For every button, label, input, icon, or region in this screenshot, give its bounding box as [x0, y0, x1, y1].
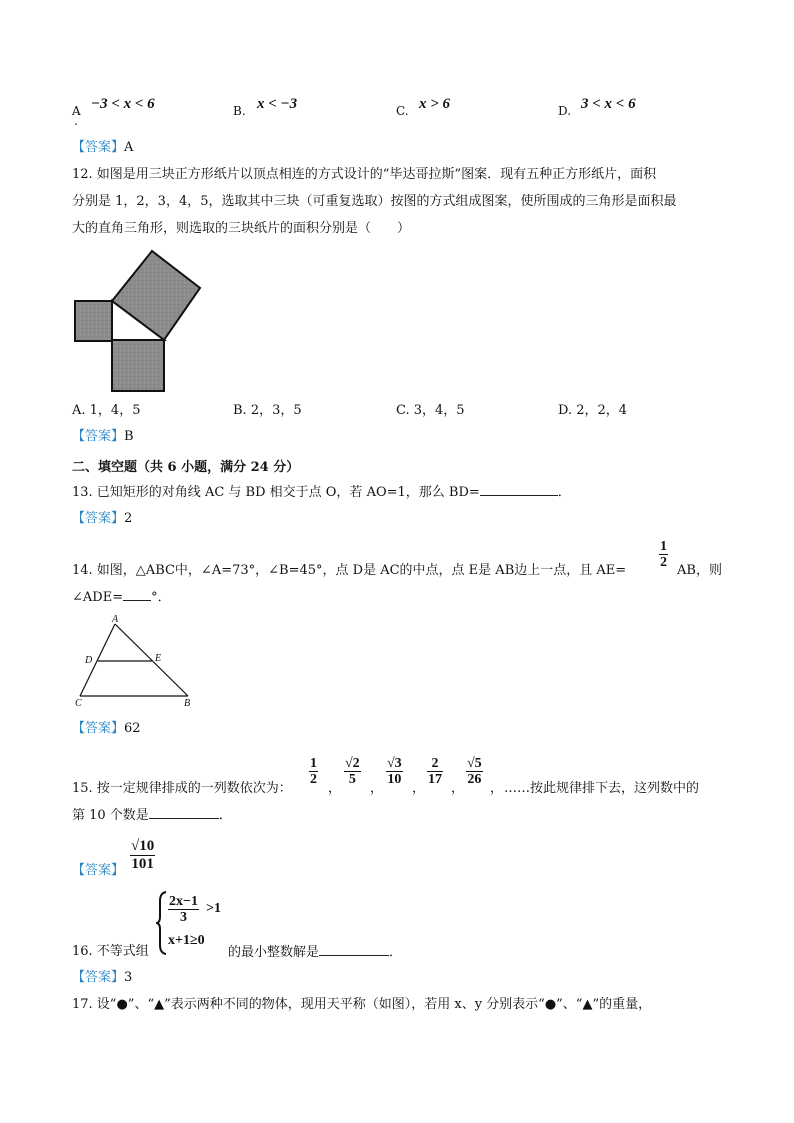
answer-tag: 【答案】 — [72, 140, 125, 155]
q15-fraction-5: $\frac{√5}{26}$ — [467, 756, 482, 787]
answer-tag: 【答案】 — [72, 721, 125, 736]
q12-line-1: 12. 如图是用三块正方形纸片以顶点相连的方式设计的“毕达哥拉斯”图案．现有五种正方形纸片，面积 — [72, 167, 657, 182]
q12-line-3: 大的直角三角形，则选取的三块纸片的面积分别是（ ） — [72, 221, 411, 236]
answer-tag: 【答案】 — [72, 511, 125, 526]
answer-value: B — [124, 429, 134, 444]
answer-value: 3 — [124, 970, 133, 985]
q11-option-b-expr: x < −3 — [257, 96, 298, 112]
q13-end: ． — [557, 485, 571, 500]
q13-answer — [72, 510, 132, 528]
q16-ineq-1-fraction: $\frac{2x-1}{3}$ — [169, 894, 198, 925]
figure-label-a: A — [112, 614, 119, 625]
q14-line-1-end: AB，则 — [677, 563, 722, 578]
small-square-left — [75, 301, 112, 341]
q11-option-d-expr: 3 < x < 6 — [581, 96, 636, 112]
figure-label-b: B — [184, 698, 191, 709]
q11-option-a-expr: −3 < x < 6 — [91, 96, 155, 112]
q16-ineq-2: x+1≥0 — [168, 933, 205, 948]
q14-answer — [72, 720, 141, 738]
q17-text: 17. 设“●”、“▲”表示两种不同的物体，现用天平称（如图），若用 x、y 分别表示“●”、“▲”的重量， — [72, 997, 652, 1012]
q16-tail — [228, 943, 402, 962]
q14-line-2-text: ∠ADE= — [72, 590, 124, 605]
q15-text: 15. 按一定规律排成的一列数依次为： — [72, 781, 292, 796]
q14-text: 14. 如图，△ABC中，∠A=73°，∠B=45°，点 D是 AC的中点，点 E是 AB边上一点，且 AE= — [72, 563, 627, 578]
q15-fraction-3: $\frac{√3}{10}$ — [387, 756, 402, 787]
answer-tag: 【答案】 — [72, 429, 125, 444]
figure-label-d: D — [85, 655, 93, 666]
q11-option-a-dot: . — [74, 114, 78, 128]
system-brace — [156, 891, 168, 955]
section-title: 二、填空题（共 6 小题，满分 24 分） — [72, 460, 300, 475]
q16-text: 16. 不等式组 — [72, 944, 149, 959]
q12-line-2: 分别是 1，2，3，4，5，选取其中三块（可重复选取）按图的方式组成图案，使所围成的三角形是面积最 — [72, 194, 677, 209]
q15-fraction-4: $\frac{2}{17}$ — [428, 756, 442, 787]
q15-sep: ， — [451, 781, 465, 796]
q14-line-1 — [72, 562, 626, 580]
q11-option-a-label: A — [72, 104, 81, 118]
answer-tag: 【答案】 — [72, 970, 125, 985]
q12-option-a: A. 1，4，5 — [72, 403, 141, 418]
q14-blank[interactable] — [123, 588, 151, 601]
q11-answer — [72, 139, 133, 157]
q16-answer — [72, 969, 132, 987]
q15-blank[interactable] — [149, 806, 219, 819]
q14-line-2-end: °． — [151, 590, 171, 605]
q15-answer-fraction: $\frac{√10}{101}$ — [131, 838, 155, 872]
q11-option-c-label: C. — [396, 104, 409, 118]
q15-fraction-1: $\frac{1}{2}$ — [310, 756, 317, 787]
q15-tail: ……按此规律排下去，这列数中的 — [504, 781, 700, 796]
q14-fraction-den: 2 — [660, 555, 667, 570]
q11-option-c-expr: x > 6 — [419, 96, 451, 112]
q15-sep: ， — [328, 781, 342, 796]
q15-fraction-2: $\frac{√2}{5}$ — [345, 756, 360, 787]
q15-line-2-end: ． — [218, 808, 232, 823]
q16-tail-text: 的最小整数解是 — [228, 945, 320, 960]
q15-line-2-text: 第 10 个数是 — [72, 808, 149, 823]
pythagoras-figure — [70, 248, 210, 396]
q11-option-b-label: B. — [233, 104, 246, 118]
q13-question — [72, 483, 571, 502]
q14-fraction-num: 1 — [660, 539, 667, 554]
q14-line-2 — [72, 588, 171, 607]
q15-answer-tag — [72, 862, 124, 880]
figure-label-c: C — [75, 698, 82, 709]
q12-answer — [72, 428, 134, 446]
figure-label-e: E — [155, 653, 162, 664]
q12-option-c: C. 3，4，5 — [396, 403, 465, 418]
answer-value: 62 — [124, 721, 141, 736]
q11-option-d-label: D. — [558, 104, 572, 118]
answer-value: 2 — [124, 511, 133, 526]
q12-option-d: D. 2，2，4 — [558, 403, 628, 418]
q13-blank[interactable] — [480, 483, 558, 496]
q14-fraction — [659, 539, 668, 570]
q16-end: ． — [389, 945, 403, 960]
q16-blank[interactable] — [319, 943, 389, 956]
square-bottom — [112, 340, 164, 391]
q15-line-2 — [72, 806, 232, 825]
q15-sep: ， — [370, 781, 384, 796]
q16-ineq-1-rel: >1 — [206, 901, 221, 916]
answer-tag: 【答案】 — [72, 863, 125, 878]
q13-text: 13. 已知矩形的对角线 AC 与 BD 相交于点 O，若 AO=1，那么 BD= — [72, 485, 480, 500]
q12-option-b: B. 2，3，5 — [233, 403, 302, 418]
answer-value: A — [124, 140, 134, 155]
q15-sep: ， — [490, 781, 504, 796]
q15-sep: ， — [412, 781, 426, 796]
